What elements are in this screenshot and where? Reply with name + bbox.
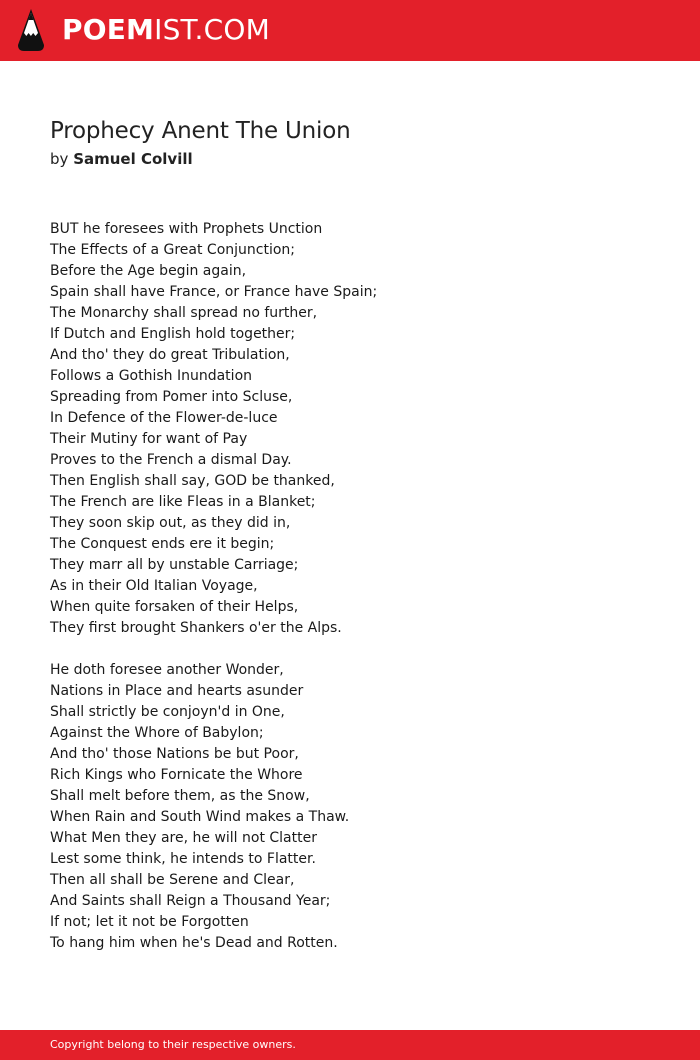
site-footer: [0, 1030, 700, 1060]
poem-title: Prophecy Anent The Union: [50, 118, 351, 144]
poem-line: BUT he foresees with Prophets Unction: [50, 221, 323, 237]
poem-line: When quite forsaken of their Helps,: [50, 599, 299, 615]
poem-stanza: [50, 660, 349, 954]
site-header: [0, 0, 700, 61]
poem-line: Spain shall have France, or France have Spain;: [50, 284, 378, 300]
poem-line: The Conquest ends ere it begin;: [50, 536, 275, 552]
poem-line: Nations in Place and hearts asunder: [50, 683, 304, 699]
poem-line: They soon skip out, as they did in,: [50, 515, 291, 531]
poem-line: Rich Kings who Fornicate the Whore: [50, 767, 303, 783]
poem-line: What Men they are, he will not Clatter: [50, 830, 317, 846]
poem-line: Shall melt before them, as the Snow,: [50, 788, 310, 804]
byline-prefix: by: [50, 150, 69, 168]
poem-line: Lest some think, he intends to Flatter.: [50, 851, 316, 867]
poem-stanza: [50, 219, 377, 639]
poem-line: Proves to the French a dismal Day.: [50, 452, 292, 468]
poem-line: And Saints shall Reign a Thousand Year;: [50, 893, 331, 909]
poem-line: If Dutch and English hold together;: [50, 326, 296, 342]
brand-light: IST.COM: [154, 13, 270, 46]
copyright-text: Copyright belong to their respective owners.: [50, 1038, 296, 1051]
poem-line: Their Mutiny for want of Pay: [50, 431, 248, 447]
poem-line: The Effects of a Great Conjunction;: [50, 242, 296, 258]
poem-line: Then English shall say, GOD be thanked,: [50, 473, 335, 489]
poem-line: As in their Old Italian Voyage,: [50, 578, 258, 594]
poem-line: They first brought Shankers o'er the Alps.: [50, 620, 342, 636]
poem-line: He doth foresee another Wonder,: [50, 662, 284, 678]
pencil-tip-icon[interactable]: [18, 9, 44, 51]
brand-bold: POEM: [62, 13, 155, 46]
poem-line: Spreading from Pomer into Scluse,: [50, 389, 293, 405]
poem-line: Before the Age begin again,: [50, 263, 247, 279]
poem-line: The French are like Fleas in a Blanket;: [50, 494, 316, 510]
poem-author: Samuel Colvill: [73, 150, 193, 168]
poem-line: Then all shall be Serene and Clear,: [50, 872, 295, 888]
poem-line: Shall strictly be conjoyn'd in One,: [50, 704, 285, 720]
poem-line: In Defence of the Flower-de-luce: [50, 410, 278, 426]
poem-line: Against the Whore of Babylon;: [50, 725, 264, 741]
poem-line: If not; let it not be Forgotten: [50, 914, 249, 930]
poem-line: Follows a Gothish Inundation: [50, 368, 253, 384]
poem-line: The Monarchy shall spread no further,: [50, 305, 318, 321]
poem-line: When Rain and South Wind makes a Thaw.: [50, 809, 350, 825]
poem-line: To hang him when he's Dead and Rotten.: [50, 935, 338, 951]
poem-line: And tho' they do great Tribulation,: [50, 347, 290, 363]
poem-line: And tho' those Nations be but Poor,: [50, 746, 299, 762]
poem-line: They marr all by unstable Carriage;: [50, 557, 299, 573]
poem-byline: [50, 149, 193, 169]
site-logo-text[interactable]: [62, 13, 270, 47]
